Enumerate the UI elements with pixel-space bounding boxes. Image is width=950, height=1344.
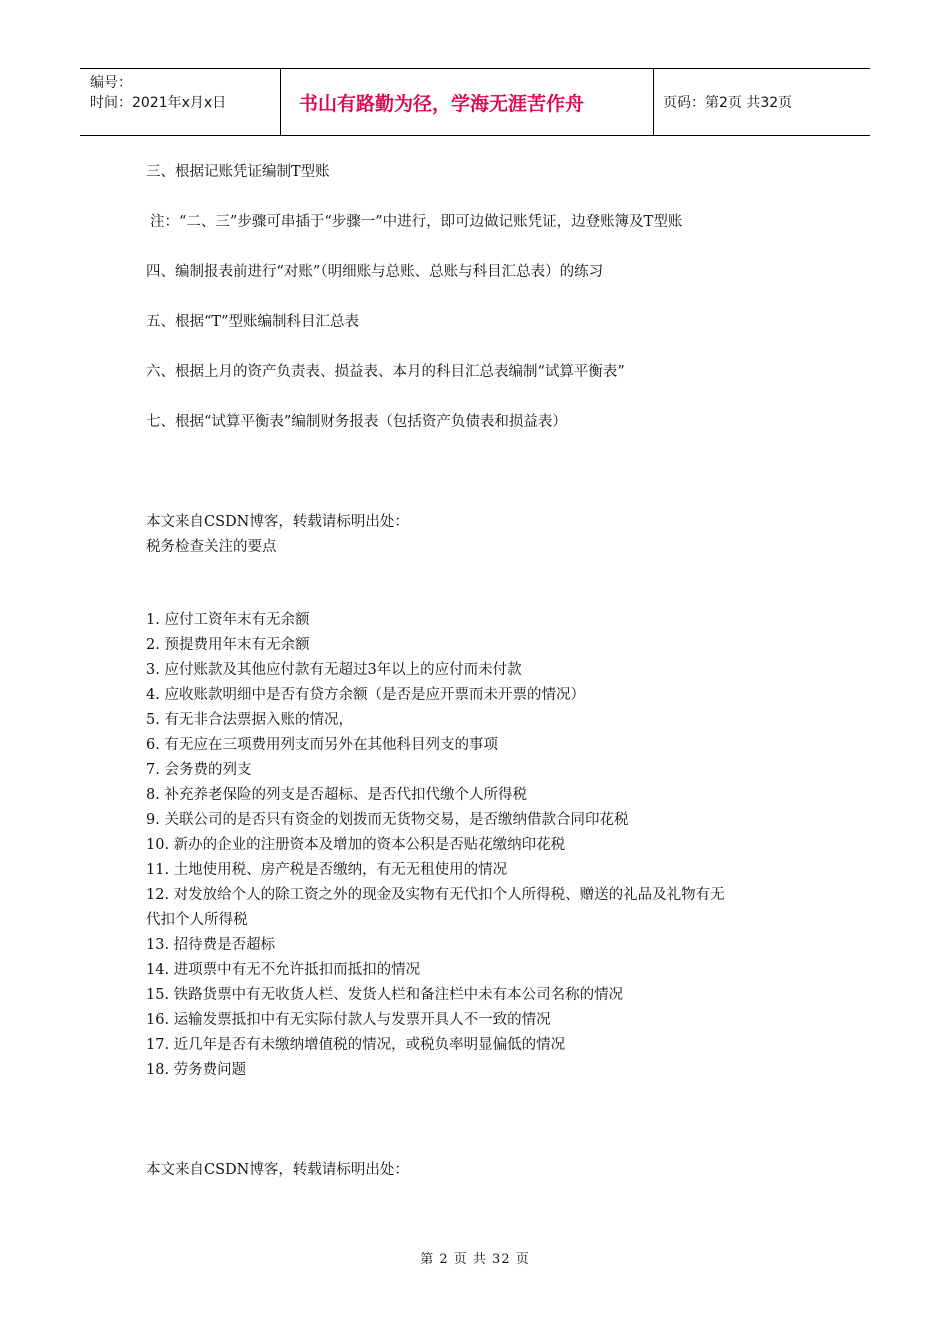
step-three: 三、根据记账凭证编制T型账 bbox=[146, 164, 330, 180]
document-time-label: 时间：2021年x月x日 bbox=[90, 95, 227, 111]
list-item: 2. 预提费用年末有无余额 bbox=[146, 637, 310, 653]
list-item: 8. 补充养老保险的列支是否超标、是否代扣代缴个人所得税 bbox=[146, 787, 527, 803]
list-item: 13. 招待费是否超标 bbox=[146, 937, 276, 953]
step-note: 注：“二、三”步骤可串插于“步骤一”中进行，即可边做记账凭证，边登账簿及T型账 bbox=[150, 214, 683, 230]
document-number-label: 编号： bbox=[90, 75, 132, 91]
list-item: 5. 有无非合法票据入账的情况， bbox=[146, 712, 353, 728]
list-item: 14. 进项票中有无不允许抵扣而抵扣的情况 bbox=[146, 962, 421, 978]
list-item: 17. 近几年是否有未缴纳增值税的情况，或税负率明显偏低的情况 bbox=[146, 1037, 566, 1053]
step-six: 六、根据上月的资产负责表、损益表、本月的科目汇总表编制“试算平衡表” bbox=[146, 364, 625, 380]
step-five: 五、根据“T”型账编制科目汇总表 bbox=[146, 314, 359, 330]
source-note: 本文来自CSDN博客，转载请标明出处： bbox=[146, 1162, 409, 1178]
list-item-continuation: 代扣个人所得税 bbox=[146, 912, 248, 928]
list-item: 1. 应付工资年末有无余额 bbox=[146, 612, 310, 628]
header-motto: 书山有路勤为径，学海无涯苦作舟 bbox=[281, 69, 654, 135]
list-item: 6. 有无应在三项费用列支而另外在其他科目列支的事项 bbox=[146, 737, 498, 753]
list-item: 16. 运输发票抵扣中有无实际付款人与发票开具人不一致的情况 bbox=[146, 1012, 551, 1028]
list-item: 4. 应收账款明细中是否有贷方余额（是否是应开票而未开票的情况） bbox=[146, 687, 585, 703]
page-header bbox=[80, 68, 870, 136]
list-item: 7. 会务费的列支 bbox=[146, 762, 252, 778]
header-page-indicator: 页码：第2页 共32页 bbox=[663, 95, 793, 111]
list-item: 12. 对发放给个人的除工资之外的现金及实物有无代扣个人所得税、赠送的礼品及礼物有无 bbox=[146, 887, 725, 903]
list-item: 11. 土地使用税、房产税是否缴纳，有无无租使用的情况 bbox=[146, 862, 508, 878]
list-item: 9. 关联公司的是否只有资金的划拨而无货物交易，是否缴纳借款合同印花税 bbox=[146, 812, 629, 828]
section-title: 税务检查关注的要点 bbox=[146, 539, 277, 555]
list-item: 3. 应付账款及其他应付款有无超过3年以上的应付而未付款 bbox=[146, 662, 522, 678]
header-meta bbox=[80, 69, 281, 135]
step-four: 四、编制报表前进行“对账”（明细账与总账、总账与科目汇总表）的练习 bbox=[146, 264, 604, 280]
list-item: 15. 铁路货票中有无收货人栏、发货人栏和备注栏中未有本公司名称的情况 bbox=[146, 987, 624, 1003]
source-note: 本文来自CSDN博客，转载请标明出处： bbox=[146, 514, 409, 530]
step-seven: 七、根据“试算平衡表”编制财务报表（包括资产负债表和损益表） bbox=[146, 414, 567, 430]
list-item: 10. 新办的企业的注册资本及增加的资本公积是否贴花缴纳印花税 bbox=[146, 837, 566, 853]
page-footer: 第 2 页 共 32 页 bbox=[420, 1252, 530, 1267]
list-item: 18. 劳务费问题 bbox=[146, 1062, 247, 1078]
